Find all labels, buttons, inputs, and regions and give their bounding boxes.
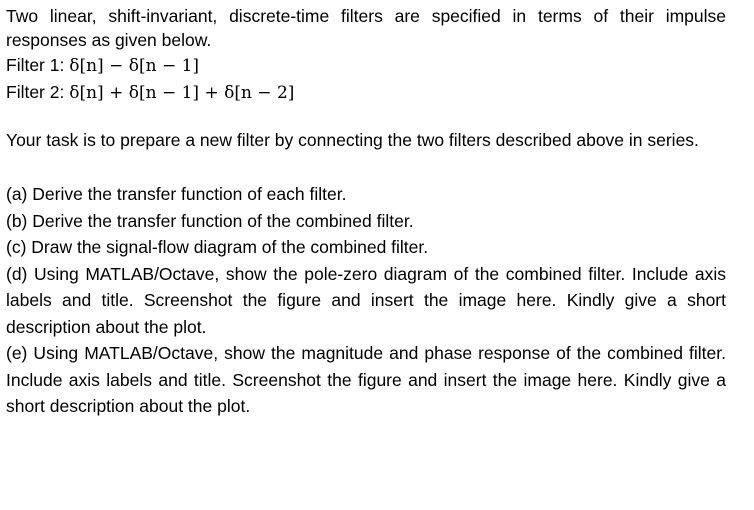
question-d: (d) Using MATLAB/Octave, show the pole-zero diagram of the combined filter. Include axis labels and title. Screenshot the figure and insert the image here. Kindly give a short description about the plot. (6, 263, 726, 337)
question-e: (e) Using MATLAB/Octave, show the magnitude and phase response of the combined filter. Include axis labels and title. Screenshot the figure and insert the image here. Kindly give a short description about the plot. (6, 343, 726, 416)
filter-1-impulse-response: δ[n] − δ[n − 1] (69, 56, 200, 76)
filter-2-label: Filter 2: (6, 82, 70, 102)
intro-paragraph: Two linear, shift-invariant, discrete-time filters are specified in terms of their impulse responses as given below. (6, 6, 726, 50)
filter-2-impulse-response: δ[n] + δ[n − 1] + δ[n − 2] (69, 83, 295, 103)
question-c: (c) Draw the signal-flow diagram of the combined filter. (6, 237, 429, 257)
question-list (6, 181, 726, 420)
filter-1-definition (6, 52, 726, 79)
filter-2-definition (6, 79, 726, 106)
question-b: (b) Derive the transfer function of the combined filter. (6, 210, 414, 231)
filter-1-label: Filter 1: (6, 55, 70, 75)
task-paragraph: Your task is to prepare a new filter by connecting the two filters described above in series. (6, 130, 699, 150)
problem-document (6, 4, 726, 420)
question-a: (a) Derive the transfer function of each filter. (6, 184, 347, 204)
